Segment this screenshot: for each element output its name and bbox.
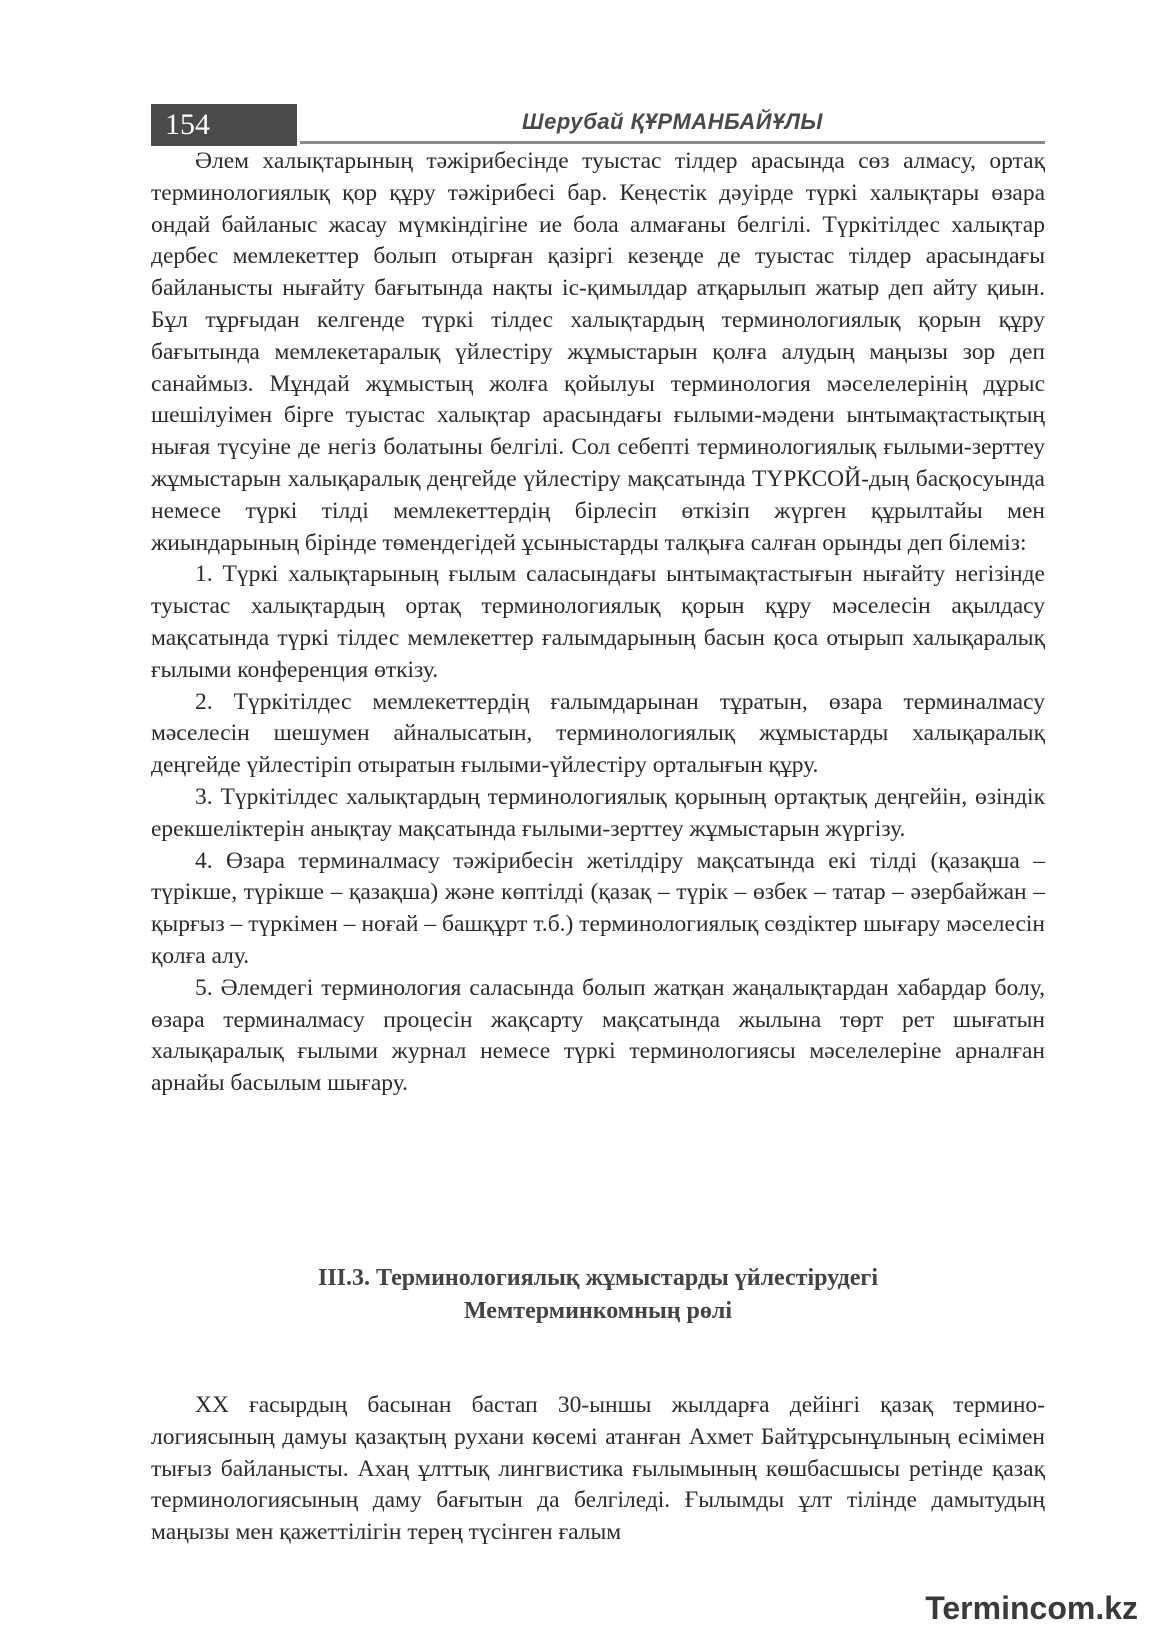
running-header-author: Шерубай ҚҰРМАНБАЙҰЛЫ <box>522 109 823 134</box>
page-number: 154 <box>151 104 297 146</box>
body-bottom <box>151 1390 1045 1549</box>
header-rule <box>300 141 1045 144</box>
watermark-logo: Termincom.kz <box>925 1590 1138 1626</box>
section-heading <box>151 1262 1045 1328</box>
list-item-3: 3. Түркітілдес халықтардың терминологиялық қорының ортақтық деңгейін, өзіндік ерекшеліктерін анықтау мақсатында ғылыми-зерттеу жұмыстарын жүргізу. <box>151 783 1045 842</box>
list-item-4: 4. Өзара терминалмасу тәжірибесін жетілдіру мақсатында екі тілді (қазақша – түрікше, түрікше – қазақша) және көптілді (қазақ – түрік – өзбек – татар – әзербайжан – қырғыз – түркімен – ноғай – башқұрт т.б.) терминологиялық сөздіктер шығару мәселесін қолға алу. <box>151 847 1045 969</box>
list-item-1: 1. Түркі халықтарының ғылым саласындағы ынтымақтастығын нығайту негізінде туыстас халықтардың ортақ терминологиялық қорын құру мәселесін ақылдасу мақсатында түркі тілдес мемлекеттер ғалымдарының басын қоса отырып халықаралық ғылыми конференция өткізу. <box>151 561 1045 683</box>
list-item-2: 2. Түркітілдес мемлекеттердің ғалымдарынан тұратын, өзара терминалмасу мәселесін шешумен айналысатын, терминологиялық жұмыстарды халықаралық деңгейде үйлестіріп отыратын ғылыми-үйлестіру орталығын құру. <box>151 688 1045 779</box>
list-item-5: 5. Әлемдегі терминология саласында болып жатқан жаңалықтардан хабардар болу, өзара терминалмасу процесін жақсарту мақсатында жылына төрт рет шығатын халықаралық ғылыми журнал немесе түркі терминологиясы мәселелеріне арналған арнайы басылым шығару. <box>151 974 1045 1097</box>
paragraph-section: ХХ ғасырдың басынан бастап 30-ыншы жылдарға дейінгі қазақ терминологиясының дамуы қазақтың рухани көсемі атанған Ахмет Байтұрсынұлының есімімен тығыз байланысты. Ахаң ұлттық лингвистика ғылымының көшбасшысы ретінде қазақ терминологиясының даму бағытын да белгіледі. Ғылымды ұлт тілінде дамытудың маңызы мен қажеттілігін терең түсінген ғалым <box>151 1392 1045 1546</box>
paragraph-intro: Әлем халықтарының тәжірибесінде туыстас тілдер арасында сөз алмасу, ортақ терминологиялық қор құру тәжірибесі бар. Кеңестік дәуірде түркі халықтары өзара ондай байланыс жасау мүмкіндігіне ие бола алмағаны белгілі. Түркітілдес халықтар дербес мемлекеттер болып отырған қазіргі кезеңде де туыстас тілдер арасындағы байланысты нығайту бағытында нақты іс-қимылдар атқарылып жатыр деп айту қиын. Бұл тұрғыдан келгенде түркі тілдес халықтардың терминологиялық қорын құру бағытында мемлекетаралық үйлестіру жұмыстарын қолға алудың маңызы зор деп санаймыз. Мұндай жұмыстың жолға қойылуы терминология мәселелерінің дұрыс шешілуімен бірге туыстас халықтар арасындағы ғылыми-мәдени ынтымақтастықтың нығая түсуіне де негіз болатыны белгілі. Сол себепті терминологиялық ғылыми-зерттеу жұмыстарын халықаралық деңгейде үйлестіру мақсатында ТҮРКСОЙ-дың басқосуында немесе түркі тілді мемлекеттердің бірлесіп өткізіп жүрген құрылтайы мен жиындарының бірінде төмендегідей ұсыныстарды талқыға салған орынды деп білеміз: <box>151 148 1045 556</box>
section-heading-line-1: ІІІ.3. Терминологиялық жұмыстарды үйлестірудегі <box>317 1265 878 1291</box>
body-top <box>151 146 1045 1100</box>
section-heading-line-2: Мемтерминкомның рөлі <box>463 1298 733 1324</box>
